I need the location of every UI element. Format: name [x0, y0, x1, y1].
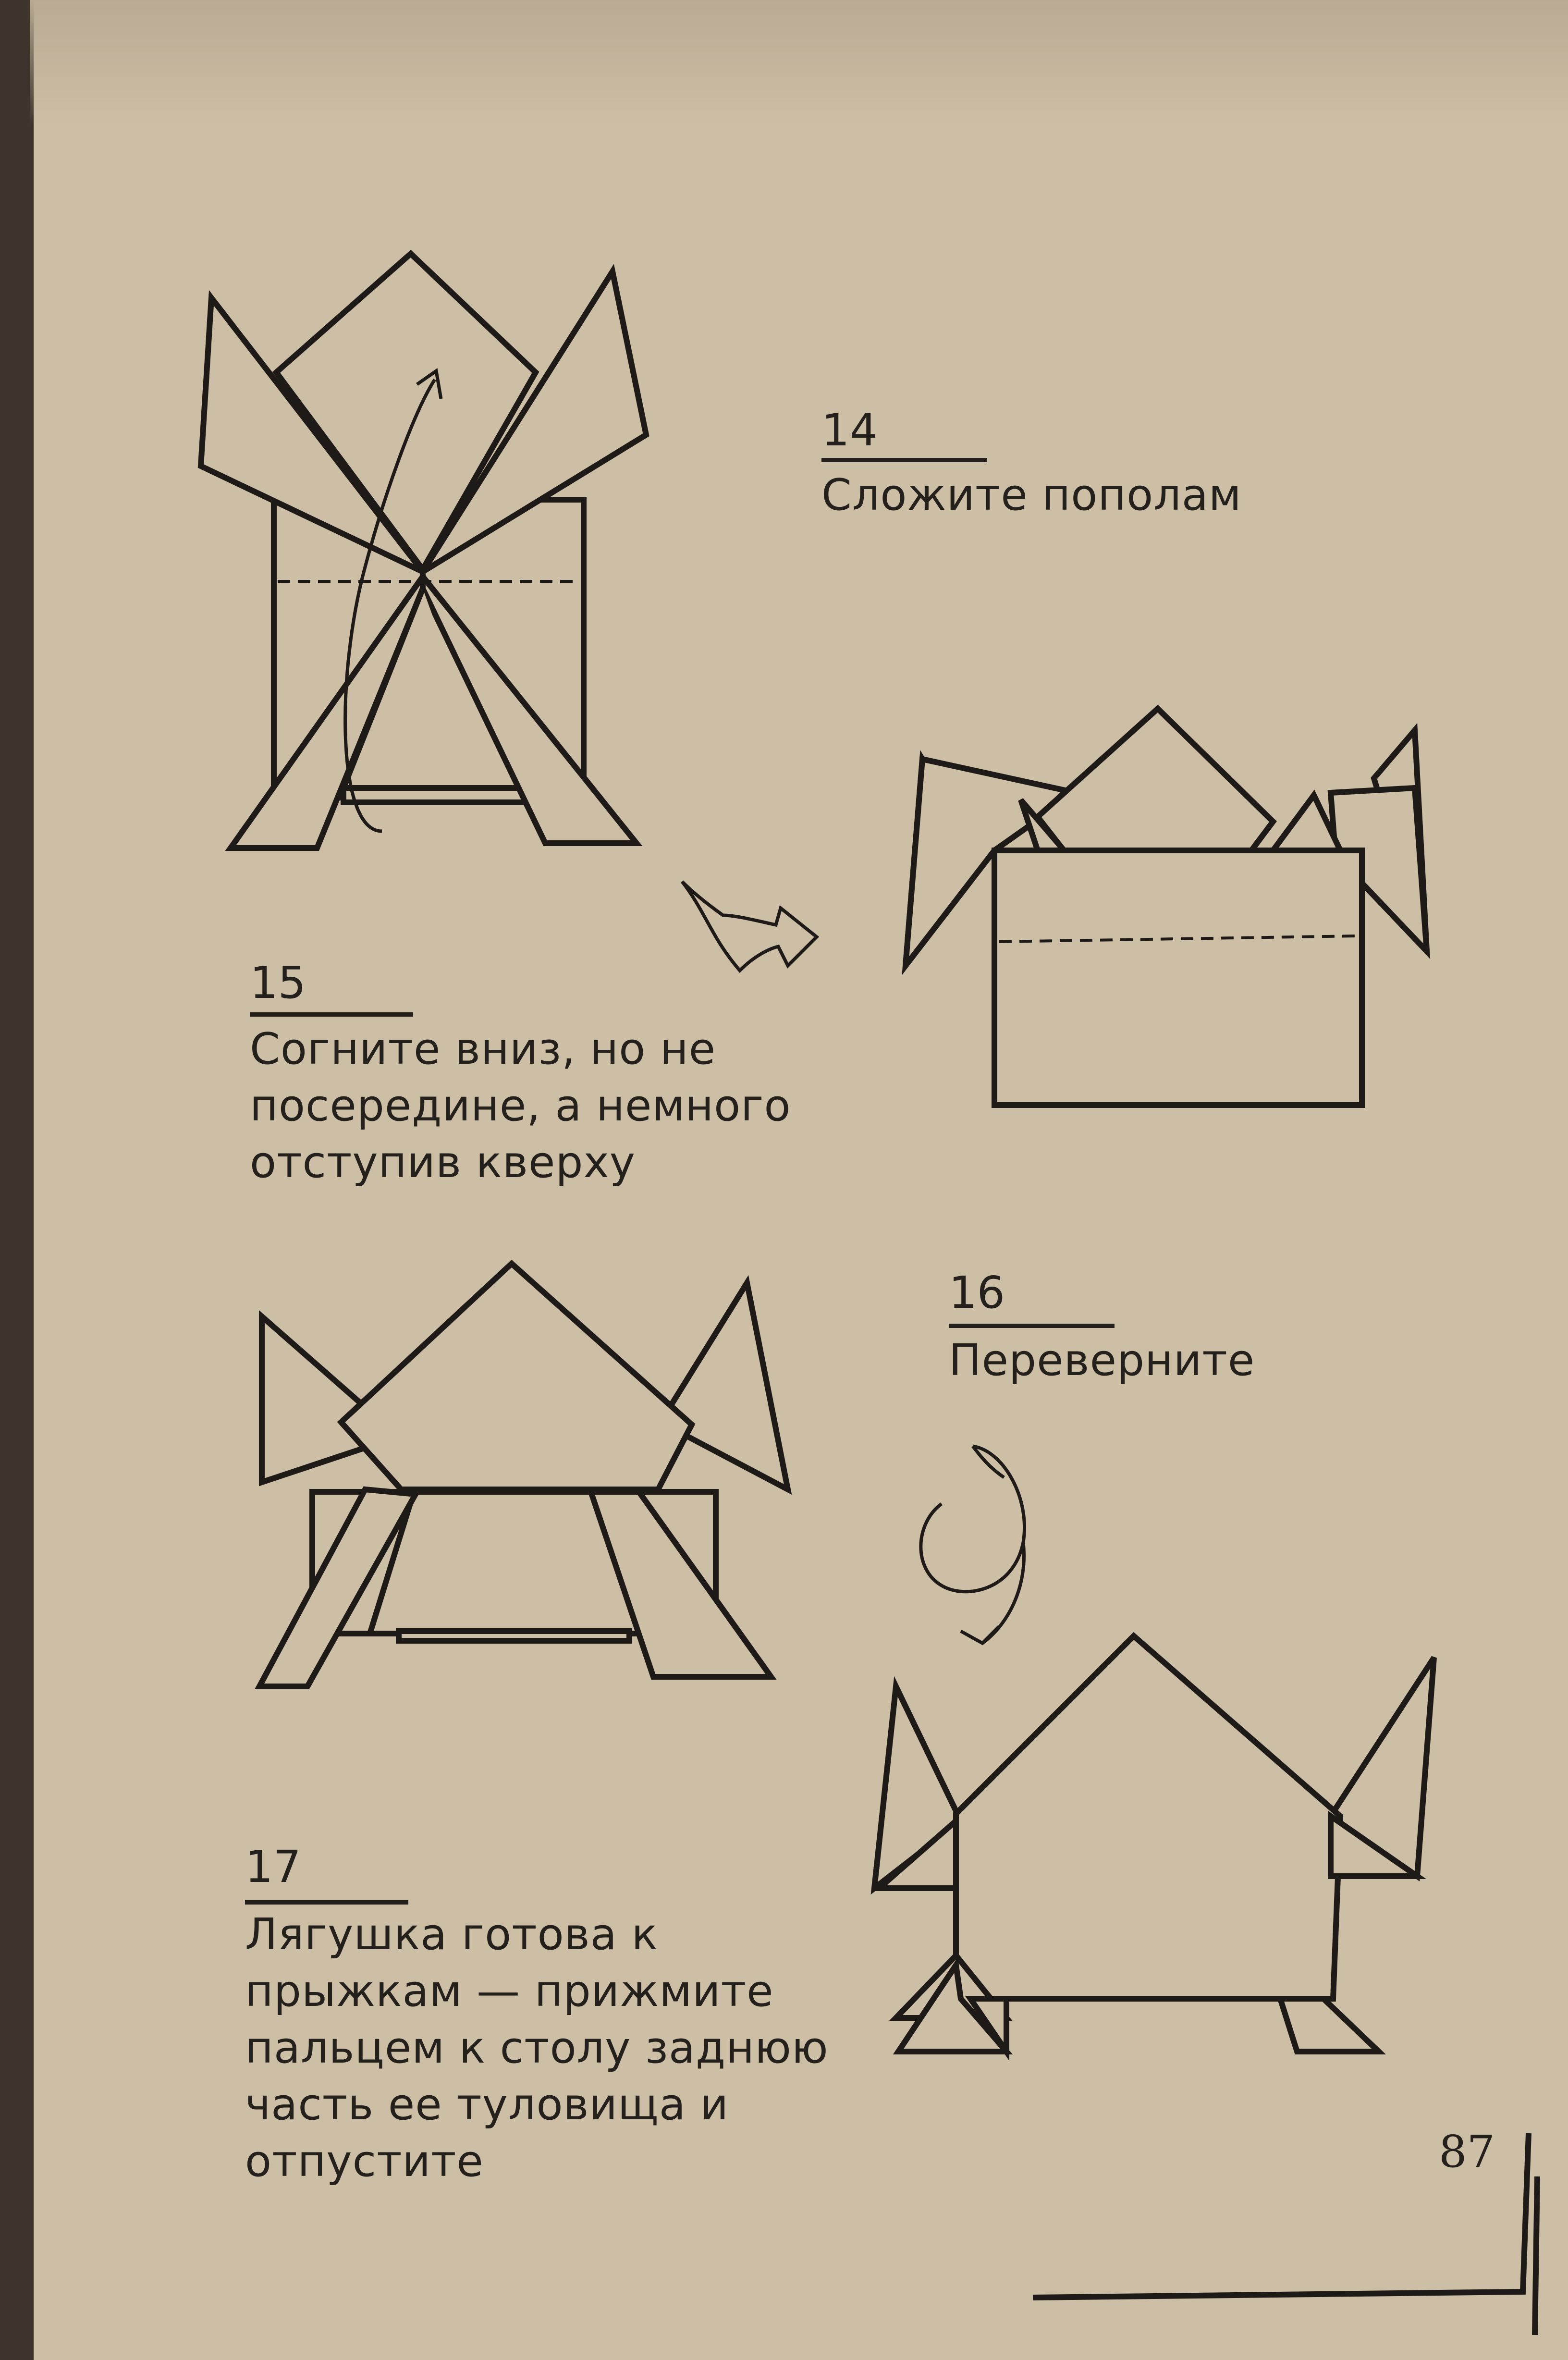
page-number: 87 [1439, 2126, 1495, 2177]
step-17-number: 17 [245, 1841, 302, 1893]
step-15-number: 15 [250, 957, 306, 1008]
step-15-instruction: Согните вниз, но не посередине, а немного отступив кверху [250, 1024, 791, 1188]
step-16-number: 16 [949, 1267, 1005, 1318]
step-14-instruction: Сложите пополам [821, 470, 1242, 520]
step-16-instruction: Переверните [949, 1335, 1255, 1386]
step-14-rule [821, 458, 987, 462]
step-14-number: 14 [821, 405, 878, 456]
diagram-step-14 [201, 254, 646, 848]
turn-over-icon [921, 1446, 1025, 1643]
next-step-arrow-icon [682, 882, 817, 971]
step-17-instruction: Лягушка готова к прыжкам — прижмите пальцем к столу заднюю часть ее туловища и отпустите [245, 1909, 829, 2187]
step-15-rule [250, 1012, 413, 1017]
diagram-step-16 [259, 1264, 788, 1686]
diagram-step-17 [874, 1636, 1434, 2052]
step-16-rule [949, 1324, 1115, 1328]
step-17-rule [245, 1900, 408, 1905]
diagram-step-15 [906, 709, 1427, 1105]
